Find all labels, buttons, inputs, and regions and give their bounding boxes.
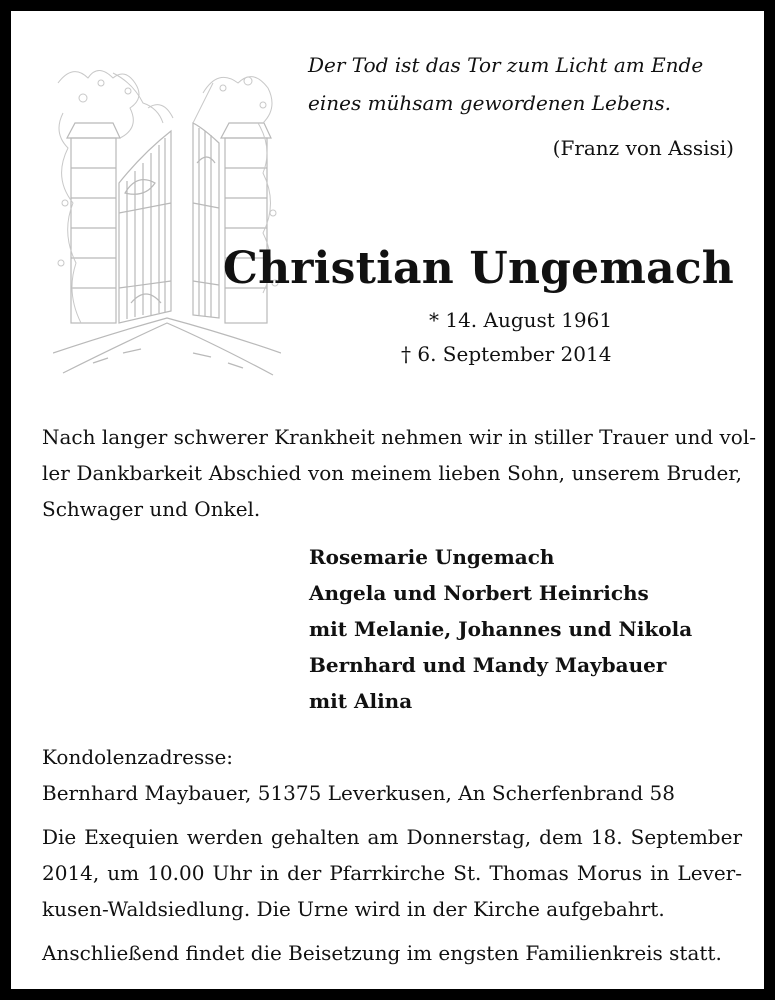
intro-line: Schwager und Onkel. <box>42 497 261 521</box>
service-line: Die Exequien werden gehalten am Donnerstag, dem 18. September <box>42 825 742 849</box>
condolence-address: Bernhard Maybauer, 51375 Leverkusen, An Scherfenbrand 58 <box>42 781 675 805</box>
service-line: 2014, um 10.00 Uhr in der Pfarrkirche St. Thomas Morus in Lever- <box>42 861 742 885</box>
garden-gate-illustration <box>53 53 281 378</box>
mourner: Rosemarie Ungemach <box>309 545 555 569</box>
quote-line: eines mühsam gewordenen Lebens. <box>308 91 672 115</box>
mourner: Angela und Norbert Heinrichs <box>309 581 649 605</box>
condolence-label: Kondolenzadresse: <box>42 745 234 769</box>
intro-line: ler Dankbarkeit Abschied von meinem lieben Sohn, unserem Bruder, <box>42 461 742 485</box>
birth-date: * 14. August 1961 <box>429 308 613 332</box>
quote-source: (Franz von Assisi) <box>552 136 734 160</box>
life-dates <box>401 303 612 371</box>
quote-line: Der Tod ist das Tor zum Licht am Ende <box>308 53 704 77</box>
intro-line: Nach langer schwerer Krankheit nehmen wir in stiller Trauer und vol- <box>42 425 756 449</box>
service-info <box>42 739 742 971</box>
mourner: mit Melanie, Johannes und Nikola <box>309 617 693 641</box>
quote <box>308 46 728 122</box>
death-date: † 6. September 2014 <box>401 342 612 366</box>
mourner: mit Alina <box>309 689 413 713</box>
burial-note: Anschließend findet die Beisetzung im engsten Familienkreis statt. <box>42 941 722 965</box>
deceased-name: Christian Ungemach <box>222 243 734 294</box>
mourners-list <box>309 539 692 719</box>
mourner: Bernhard und Mandy Maybauer <box>309 653 667 677</box>
intro-text <box>42 419 756 527</box>
service-line: kusen-Waldsiedlung. Die Urne wird in der Kirche aufgebahrt. <box>42 897 665 921</box>
